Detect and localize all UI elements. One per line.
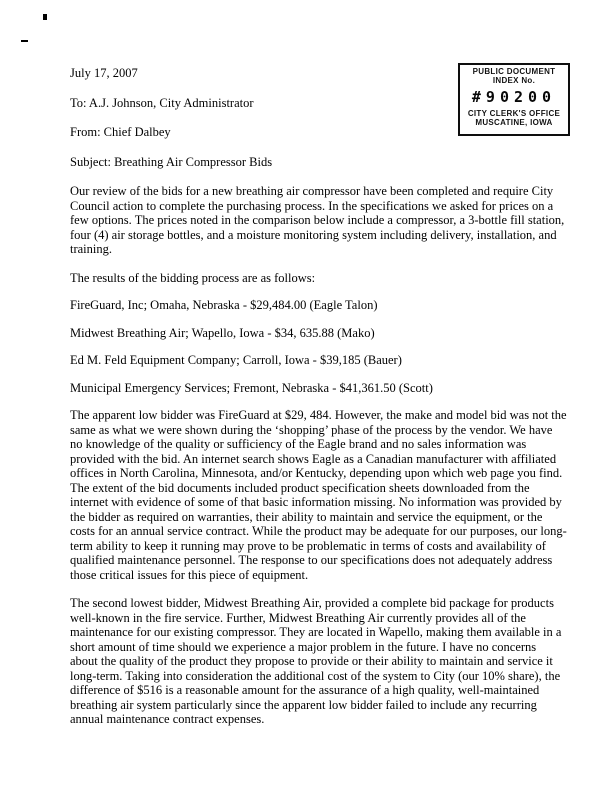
stamp-index-number: #90200 xyxy=(471,88,557,106)
scan-artifact-dot xyxy=(43,14,47,20)
memo-date: July 17, 2007 xyxy=(70,66,138,80)
memo-subject-line: Subject: Breathing Air Compressor Bids xyxy=(70,154,273,169)
bid-line-municipal: Municipal Emergency Services; Fremont, Nebraska - $41,361.50 (Scott) xyxy=(70,380,433,395)
low-bidder-analysis-paragraph: The apparent low bidder was FireGuard at $29, 484. However, the make and model bid was not the same as what we were shown during the ‘shopping’ phase of the process by the vendor. We have no knowledge of the quality or sufficiency of the Eagle brand and no sales information was provided with the bid. An internet search shows Eagle as a Canadian manufacturer with affiliated offices in North Carolina, Minnesota, and/or Kentucky, depending upon which web page you find. The extent of the bid documents included product specification sheets downloaded from the internet with evidence of some of that basic information missing. No information was provided by the bidder as required on warranties, their ability to maintain and service the equipment, or the costs for an annual service contract. While the product may be adequate for our purposes, our long-term ability to keep it running may prove to be problematic in terms of costs and availability of qualified maintenance personnel. The response to our specifications does not adequately address those critical issues for this piece of equipment. xyxy=(70,408,567,582)
bid-line-midwest: Midwest Breathing Air; Wapello, Iowa - $34, 635.88 (Mako) xyxy=(70,325,375,340)
stamp-office-line: CITY CLERK'S OFFICE xyxy=(467,109,561,118)
memo-content xyxy=(70,66,567,741)
results-intro-line: The results of the bidding process are as follows: xyxy=(70,270,316,285)
bid-line-fireguard: FireGuard, Inc; Omaha, Nebraska - $29,484.00 (Eagle Talon) xyxy=(70,298,378,312)
second-bidder-recommendation-paragraph: The second lowest bidder, Midwest Breathing Air, provided a complete bid package for products well-known in the fire service. Further, Midwest Breathing Air currently provides all of the maintenance for our existing compressor. They are located in Wapello, making them available in a short amount of time should we experience a major problem in the future. I have no concerns about the quality of the product they propose to provide or their ability to maintain and service it long-term. Taking into consideration the additional cost of the system to City (our 10% share), the difference of $516 is a reasonable amount for the assurance of a high quality, well-maintained breathing air system particularly since the apparent low bidder failed to include any recurring annual maintenance contract expenses. xyxy=(70,596,562,726)
bid-line-feld: Ed M. Feld Equipment Company; Carroll, Iowa - $39,185 (Bauer) xyxy=(70,353,402,367)
memo-to-line: To: A.J. Johnson, City Administrator xyxy=(70,95,254,110)
memo-from-line: From: Chief Dalbey xyxy=(70,125,171,139)
stamp-title-line2: INDEX No. xyxy=(492,75,536,85)
intro-paragraph: Our review of the bids for a new breathing air compressor have been completed and require City Council action to complete the purchasing process. In the specifications we asked for prices on a few options. The prices noted in the comparison below include a compressor, a 3-bottle fill station, four (4) air storage bottles, and a moisture monitoring system including delivery, installation, and training. xyxy=(70,184,565,256)
scan-artifact-dash xyxy=(21,40,28,42)
stamp-title-line1: PUBLIC DOCUMENT xyxy=(472,67,556,76)
stamp-city-line: MUSCATINE, IOWA xyxy=(475,117,553,127)
